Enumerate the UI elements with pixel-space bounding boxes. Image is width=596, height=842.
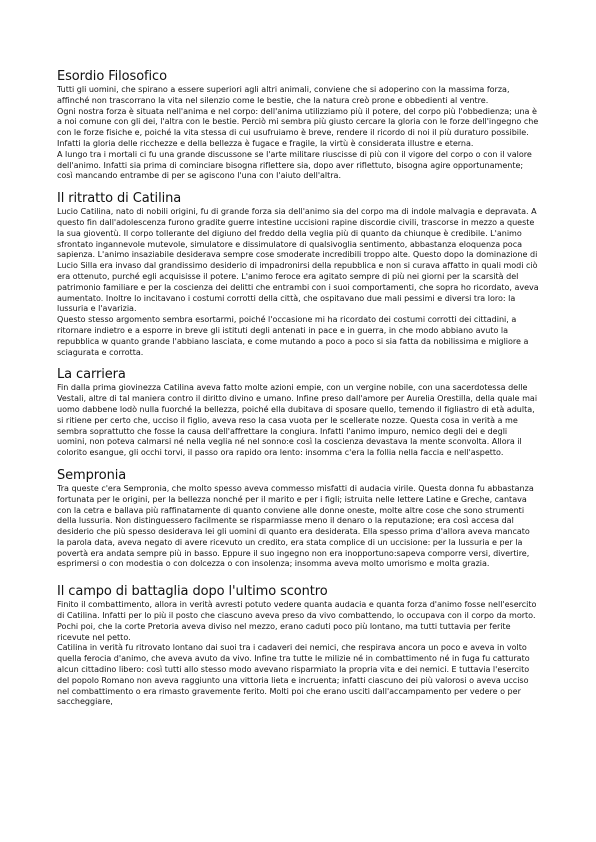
section-title: La carriera: [57, 367, 126, 383]
section-sempronia: [57, 468, 539, 570]
section-campo-battaglia: [57, 584, 539, 708]
paragraph: A lungo tra i mortali ci fu una grande discussone se l'arte militare riuscisse di più con il vigore del corpo o con il valore dell'animo. Infatti sia prima di cominciare bisogna riflettere sia, dopo aver riflettuto, bisogna agire opportunamente; così mancando entrambe di per se agiscono l'una con l'aiuto dell'altra.: [57, 149, 532, 181]
section-title: Il ritratto di Catilina: [57, 191, 182, 207]
section-esordio: [57, 69, 539, 182]
paragraph: Fin dalla prima giovinezza Catilina aveva fatto molte azioni empie, con un vergine nobile, con una sacerdotessa delle Vestali, altre di tal maniera contro il diritto divino e umano. Infine preso dall'amore per Aurelia Orestilla, della quale mai uomo dabbene lodò nulla fuorché la bellezza, poiché ella dubitava di sposare quello, temendo il figliastro di età adulta, si ritiene per certo che, ucciso il figlio, aveva reso la casa vuota per le scellerate nozze. Questa cosa in verità a me sembra soprattutto che fosse la causa dell'affrettare la congiura. Infatti l'animo impuro, nemico degli dei e degli uomini, non poteva calmarsi né nella veglia né nel sonno:e così la coscienza devastava la mente sconvolta. Allora il colorito esangue, gli occhi torvi, il passo ora rapido ora lento: insomma c'era la follia nella faccia e nell'aspetto.: [57, 383, 538, 458]
paragraph: Tutti gli uomini, che spirano a essere superiori agli altri animali, conviene che si adoperino con la massima forza, affinché non trascorrano la vita nel silenzio come le bestie, che la natura creò prone e obbedienti al ventre.: [57, 85, 510, 105]
paragraph: Catilina in verità fu ritrovato lontano dai suoi tra i cadaveri dei nemici, che respirava ancora un poco e aveva in volto quella ferocia d'animo, che aveva avuto da vivo. Infine tra tutte le milizie né in combattimento né in fuga fu catturato alcun cittadino libero: così tutti allo stesso modo avevano risparmiato la propria vita e dei nemici. E tuttavia l'esercito del popolo Romano non aveva raggiunto una vittoria lieta e incruenta; infatti ciascuno dei più valorosi o aveva ucciso nel combattimento o era rimasto gravemente ferito. Molti poi che erano usciti dall'accampamento per vedere o per saccheggiare,: [57, 643, 530, 707]
section-ritratto: [57, 191, 539, 358]
paragraph: Tra queste c'era Sempronia, che molto spesso aveva commesso misfatti di audacia virile. Questa donna fu abbastanza fortunata per le origini, per la bellezza nonché per il marito e per i figli; istruita nelle lettere Latine e Greche, cantava con la cetra e ballava più raffinatamente di quanto conviene alle donne oneste, molte altre cose che sono strumenti della lussuria. Non distinguessero facilmente se risparmiasse meno il denaro o la reputazione; era così accesa dal desiderio che più spesso desiderava lei gli uomini di quanto era desiderata. Ella spesso prima d'allora aveva mancato la parola data, aveva negato di avere ricevuto un credito, era stata complice di un uccisione: per la lussuria e per la povertà era andata sempre più in basso. Eppure il suo ingegno non era inopportuno:sapeva comporre versi, divertire, esprimersi o con modestia o con dolcezza o con insolenza; insomma aveva molto umorismo e molta grazia.: [57, 483, 534, 569]
document-page: [57, 69, 539, 717]
paragraph: Questo stesso argomento sembra esortarmi, poiché l'occasione mi ha ricordato dei costumi corrotti dei cittadini, a ritornare indietro e a esporre in breve gli istituti degli antenati in pace e in guerra, in che modo abbiano avuto la repubblica w quanto grande l'abbiano lasciata, e come mutando a poco a poco si sia fatta da nobilissima e migliore a sciagurata e corrotta.: [57, 315, 529, 357]
paragraph: Ogni nostra forza è situata nell'anima e nel corpo: dell'anima utilizziamo più il potere, del corpo più l'obbedienza; una è a noi comune con gli dei, l'altra con le bestie. Perciò mi sembra più giusto cercare la gloria con le forze dell'ingegno che con le forze fisiche e, poiché la vita stessa di cui usufruiamo è breve, rendere il ricordo di noi il più duraturo possibile. Infatti la gloria delle ricchezze e della bellezza è fugace e fragile, la virtù è considerata illustre e eterna.: [57, 106, 539, 148]
section-carriera: [57, 367, 539, 459]
section-title: Esordio Filosofico: [57, 69, 167, 84]
section-title: Il campo di battaglia dopo l'ultimo scontro: [57, 584, 328, 600]
section-title: Sempronia: [57, 467, 127, 483]
paragraph: Finito il combattimento, allora in verità avresti potuto vedere quanta audacia e quanta forza d'animo fosse nell'esercito di Catilina. Infatti per lo più il posto che ciascuno aveva preso da vivo combattendo, lo occupava con il corpo da morto. Pochi poi, che la corte Pretoria aveva diviso nel mezzo, erano caduti poco più lontano, ma tutti tuttavia per ferite ricevute nel petto.: [57, 600, 537, 642]
paragraph: Lucio Catilina, nato di nobili origini, fu di grande forza sia dell'animo sia del corpo ma di indole malvagia e depravata. A questo fin dall'adolescenza furono gradite guerre intestine uccisioni rapine discordie civili, trascorse in mezzo a queste la sua gioventù. Il corpo tollerante del digiuno del freddo della veglia più di quanto da chiunque è credibile. L'animo sfrontato ingannevole mutevole, simulatore e dissimulatore di qualsivoglia sentimento, abbastanza eloquenza poca sapienza. L'animo insaziabile desiderava sempre cose smoderate incredibili troppo alte. Questo dopo la dominazione di Lucio Silla era invaso dal grandissimo desiderio di impadronirsi della repubblica e non si curava affatto in quali modi ciò era ottenuto, purché egli acquisisse il potere. L'animo feroce era agitato sempre di più nei giorni per la scarsità del patrimonio familiare e per la coscienza dei delitti che entrambi con i suoi comportamenti, che sopra ho ricordato, aveva aumentato. Inoltre lo incitavano i costumi corrotti della città, che ospitavano due mali pessimi e diversi tra loro: la lussuria e l'avarizia.: [57, 207, 539, 314]
